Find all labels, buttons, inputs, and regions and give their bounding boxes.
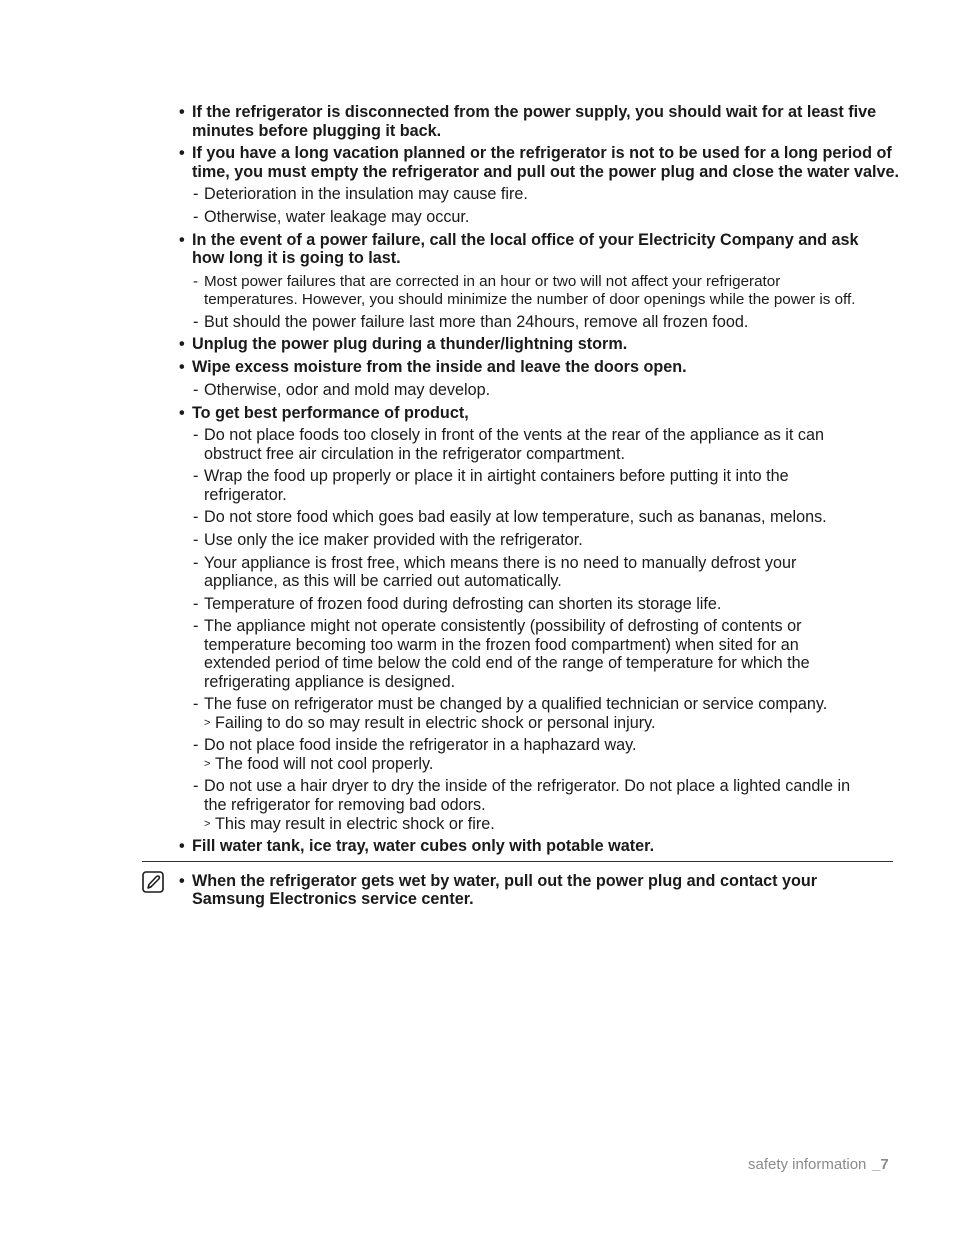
bullet-6-detail-10-consequence: This may result in electric shock or fire. (215, 815, 495, 833)
bullet-3-detail-1-line-2: temperatures. However, you should minimize the number of door openings while the power is off. (204, 291, 856, 308)
bullet-marker: • (179, 231, 185, 249)
dash-marker: - (193, 313, 199, 331)
dash-marker: - (193, 777, 199, 795)
bullet-6-detail-2-line-1: Wrap the food up properly or place it in airtight containers before putting it into the (204, 467, 789, 485)
bullet-6-detail-7-line-3: extended period of time below the cold end of the range of temperature for which the (204, 654, 810, 672)
bullet-6-detail-9: Do not place food inside the refrigerator in a haphazard way. (204, 736, 637, 754)
bullet-marker: • (179, 103, 185, 121)
dash-marker: - (193, 617, 199, 635)
note-line-2: Samsung Electronics service center. (192, 890, 474, 908)
sub-marker: > (204, 818, 211, 830)
bullet-6-detail-5-line-2: appliance, as this will be carried out automatically. (204, 572, 562, 590)
bullet-marker: • (179, 837, 185, 855)
pencil-note-icon (142, 871, 164, 893)
bullet-6-detail-8: The fuse on refrigerator must be changed by a qualified technician or service company. (204, 695, 828, 713)
bullet-3-line-1: In the event of a power failure, call the local office of your Electricity Company and ask (192, 231, 859, 249)
bullet-1-line-1: If the refrigerator is disconnected from the power supply, you should wait for at least five (192, 103, 877, 121)
dash-marker: - (193, 736, 199, 754)
bullet-2-detail-1: Deterioration in the insulation may cause fire. (204, 185, 528, 203)
bullet-6-line-1: To get best performance of product, (192, 404, 469, 422)
dash-marker: - (193, 426, 199, 444)
dash-marker: - (193, 531, 199, 549)
dash-marker: - (193, 273, 199, 290)
bullet-6-detail-3: Do not store food which goes bad easily at low temperature, such as bananas, melons. (204, 508, 827, 526)
dash-marker: - (193, 695, 199, 713)
section-divider (142, 861, 893, 862)
bullet-6-detail-2-line-2: refrigerator. (204, 486, 287, 504)
bullet-6-detail-5-line-1: Your appliance is frost free, which means there is no need to manually defrost your (204, 554, 797, 572)
bullet-1-line-2: minutes before plugging it back. (192, 122, 442, 140)
footer-page-number: _7 (872, 1156, 889, 1173)
bullet-6-detail-8-consequence: Failing to do so may result in electric shock or personal injury. (215, 714, 656, 732)
bullet-6-detail-10-line-1: Do not use a hair dryer to dry the inside of the refrigerator. Do not place a lighted candle in (204, 777, 851, 795)
bullet-3-detail-2: But should the power failure last more than 24hours, remove all frozen food. (204, 313, 749, 331)
bullet-6-detail-1-line-1: Do not place foods too closely in front of the vents at the rear of the appliance as it can (204, 426, 824, 444)
bullet-5-line-1: Wipe excess moisture from the inside and leave the doors open. (192, 358, 687, 376)
note-bullet-marker: • (179, 872, 185, 890)
bullet-marker: • (179, 144, 185, 162)
bullet-6-detail-10-line-2: the refrigerator for removing bad odors. (204, 796, 486, 814)
dash-marker: - (193, 185, 199, 203)
bullet-marker: • (179, 335, 185, 353)
note-line-1: When the refrigerator gets wet by water, pull out the power plug and contact your (192, 872, 818, 890)
dash-marker: - (193, 467, 199, 485)
bullet-6-detail-4: Use only the ice maker provided with the refrigerator. (204, 531, 583, 549)
bullet-marker: • (179, 358, 185, 376)
bullet-6-detail-7-line-2: temperature becoming too warm in the frozen food compartment) when sited for an (204, 636, 799, 654)
bullet-6-detail-7-line-1: The appliance might not operate consistently (possibility of defrosting of contents or (204, 617, 802, 635)
bullet-6-detail-9-consequence: The food will not cool properly. (215, 755, 434, 773)
dash-marker: - (193, 595, 199, 613)
sub-marker: > (204, 758, 211, 770)
bullet-2-detail-2: Otherwise, water leakage may occur. (204, 208, 470, 226)
bullet-6-detail-7-line-4: refrigerating appliance is designed. (204, 673, 456, 691)
dash-marker: - (193, 554, 199, 572)
bullet-3-line-2: how long it is going to last. (192, 249, 401, 267)
bullet-2-line-2: time, you must empty the refrigerator and pull out the power plug and close the water valve. (192, 163, 899, 181)
bullet-4-line-1: Unplug the power plug during a thunder/lightning storm. (192, 335, 628, 353)
dash-marker: - (193, 208, 199, 226)
footer-section-label: safety information (748, 1156, 867, 1173)
bullet-marker: • (179, 404, 185, 422)
bullet-6-detail-6: Temperature of frozen food during defrosting can shorten its storage life. (204, 595, 722, 613)
dash-marker: - (193, 508, 199, 526)
dash-marker: - (193, 381, 199, 399)
bullet-2-line-1: If you have a long vacation planned or the refrigerator is not to be used for a long period of (192, 144, 892, 162)
bullet-6-detail-1-line-2: obstruct free air circulation in the refrigerator compartment. (204, 445, 626, 463)
bullet-3-detail-1-line-1: Most power failures that are corrected in an hour or two will not affect your refrigerator (204, 273, 781, 290)
bullet-7-line-1: Fill water tank, ice tray, water cubes only with potable water. (192, 837, 655, 855)
bullet-5-detail-1: Otherwise, odor and mold may develop. (204, 381, 491, 399)
sub-marker: > (204, 717, 211, 729)
